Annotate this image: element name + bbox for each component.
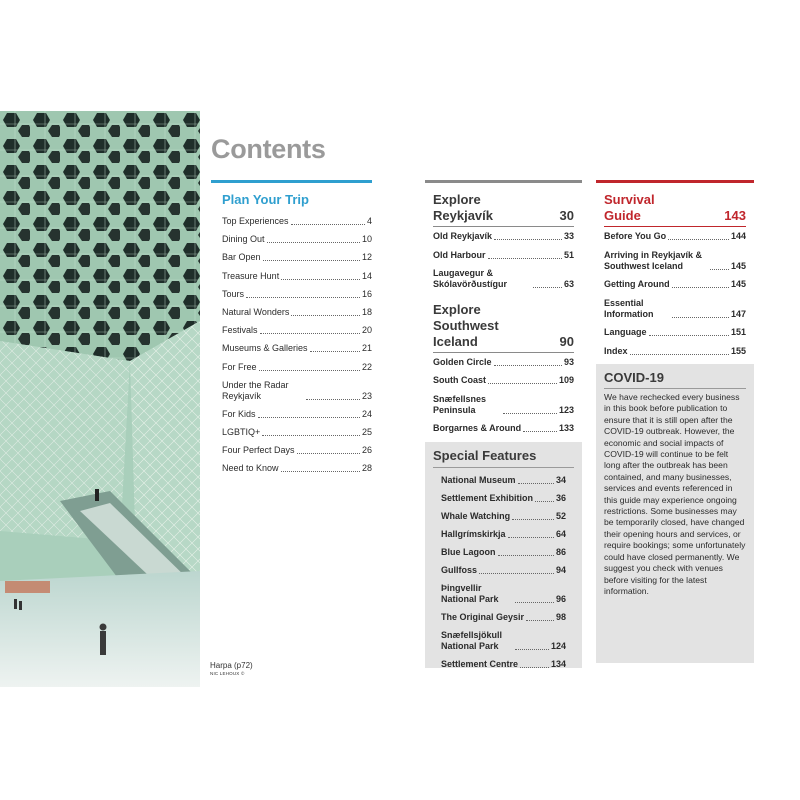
page-title: Contents bbox=[211, 134, 326, 164]
explore-southwest-heading[interactable]: Explore Southwest Iceland 90 bbox=[433, 301, 574, 349]
toc-item[interactable]: Museums & Galleries 21 bbox=[222, 343, 372, 354]
toc-item[interactable]: Need to Know 28 bbox=[222, 463, 372, 474]
photo-caption-text: Harpa (p72) bbox=[210, 661, 253, 670]
toc-item[interactable]: Top Experiences 4 bbox=[222, 216, 372, 226]
photo-caption bbox=[210, 661, 253, 676]
survival-list bbox=[596, 231, 754, 357]
covid-body: We have rechecked every business in this book before publication to ensure that it is still open after the COVID-19 outbreak. However, the economic and social impacts of COVID-19 will continue to be felt long after the outbreak has been contained, and many businesses, services and events referenced in this guide may experience ongoing restrictions. Some businesses may be temporarily closed, have changed their opening hours and services, or require bookings; some unfortunately could have closed permanently. We suggest you check with venues before visiting for the latest information. bbox=[604, 392, 746, 596]
explore-section bbox=[425, 180, 582, 668]
special-features-panel bbox=[425, 442, 582, 668]
toc-item[interactable]: Hallgrímskirkja 64 bbox=[441, 528, 566, 539]
toc-item[interactable]: Arriving in Reykjavík & Southwest Iceland 145 bbox=[604, 249, 746, 271]
survival-guide-heading[interactable]: Survival Guide 143 bbox=[604, 192, 746, 223]
toc-item[interactable]: Settlement Exhibition 36 bbox=[441, 492, 566, 503]
toc-item[interactable]: Dining Out 10 bbox=[222, 234, 372, 245]
toc-item[interactable]: Old Harbour 51 bbox=[433, 249, 574, 260]
toc-item[interactable]: Before You Go 144 bbox=[604, 231, 746, 241]
toc-item[interactable]: Þingvellir National Park 96 bbox=[441, 582, 566, 604]
toc-item[interactable]: For Kids 24 bbox=[222, 408, 372, 419]
explore-reykjavik-heading[interactable]: Explore Reykjavík 30 bbox=[433, 192, 574, 223]
toc-item[interactable]: South Coast 109 bbox=[433, 375, 574, 385]
photo-credit: NIC LEHOUX © bbox=[210, 671, 245, 676]
toc-item[interactable]: Essential Information 147 bbox=[604, 297, 746, 319]
plan-your-trip-section bbox=[217, 180, 372, 481]
plan-heading: Plan Your Trip bbox=[222, 192, 309, 207]
toc-item[interactable]: Getting Around 145 bbox=[604, 279, 746, 289]
toc-item[interactable]: Four Perfect Days 26 bbox=[222, 445, 372, 456]
toc-item[interactable]: National Museum 34 bbox=[441, 474, 566, 485]
explore-reykjavik-list bbox=[425, 231, 582, 290]
plan-rule bbox=[211, 180, 372, 183]
covid-heading: COVID-19 bbox=[604, 370, 746, 389]
harpa-photo bbox=[0, 111, 200, 687]
toc-item[interactable]: Settlement Centre 134 bbox=[441, 658, 566, 669]
toc-item[interactable]: Laugavegur & Skólavörðustígur 63 bbox=[433, 268, 574, 289]
toc-item[interactable]: Under the Radar Reykjavík 23 bbox=[222, 379, 372, 401]
plan-list bbox=[217, 216, 372, 474]
explore-southwest-list bbox=[425, 357, 582, 435]
toc-item[interactable]: Bar Open 12 bbox=[222, 252, 372, 263]
toc-item[interactable]: Tours 16 bbox=[222, 288, 372, 299]
special-features-list bbox=[433, 475, 574, 670]
toc-item[interactable]: LGBTIQ+ 25 bbox=[222, 426, 372, 437]
toc-item[interactable]: Old Reykjavík 33 bbox=[433, 231, 574, 241]
toc-item[interactable]: Festivals 20 bbox=[222, 325, 372, 336]
toc-item[interactable]: Index 155 bbox=[604, 345, 746, 356]
special-features-heading: Special Features bbox=[433, 448, 574, 468]
toc-item[interactable]: Snæfellsjökull National Park 124 bbox=[441, 629, 566, 651]
toc-item[interactable]: Natural Wonders 18 bbox=[222, 306, 372, 317]
toc-item[interactable]: For Free 22 bbox=[222, 361, 372, 372]
covid-notice-panel bbox=[596, 364, 754, 663]
toc-item[interactable]: Language 151 bbox=[604, 327, 746, 337]
survival-guide-section bbox=[596, 180, 754, 663]
toc-item[interactable]: Whale Watching 52 bbox=[441, 510, 566, 521]
toc-item[interactable]: Treasure Hunt 14 bbox=[222, 270, 372, 281]
toc-item[interactable]: Snæfellsnes Peninsula 123 bbox=[433, 393, 574, 415]
toc-item[interactable]: The Original Geysir 98 bbox=[441, 611, 566, 622]
toc-item[interactable]: Borgarnes & Around 133 bbox=[433, 423, 574, 433]
toc-item[interactable]: Gullfoss 94 bbox=[441, 564, 566, 575]
toc-item[interactable]: Blue Lagoon 86 bbox=[441, 546, 566, 557]
toc-item[interactable]: Golden Circle 93 bbox=[433, 356, 574, 367]
